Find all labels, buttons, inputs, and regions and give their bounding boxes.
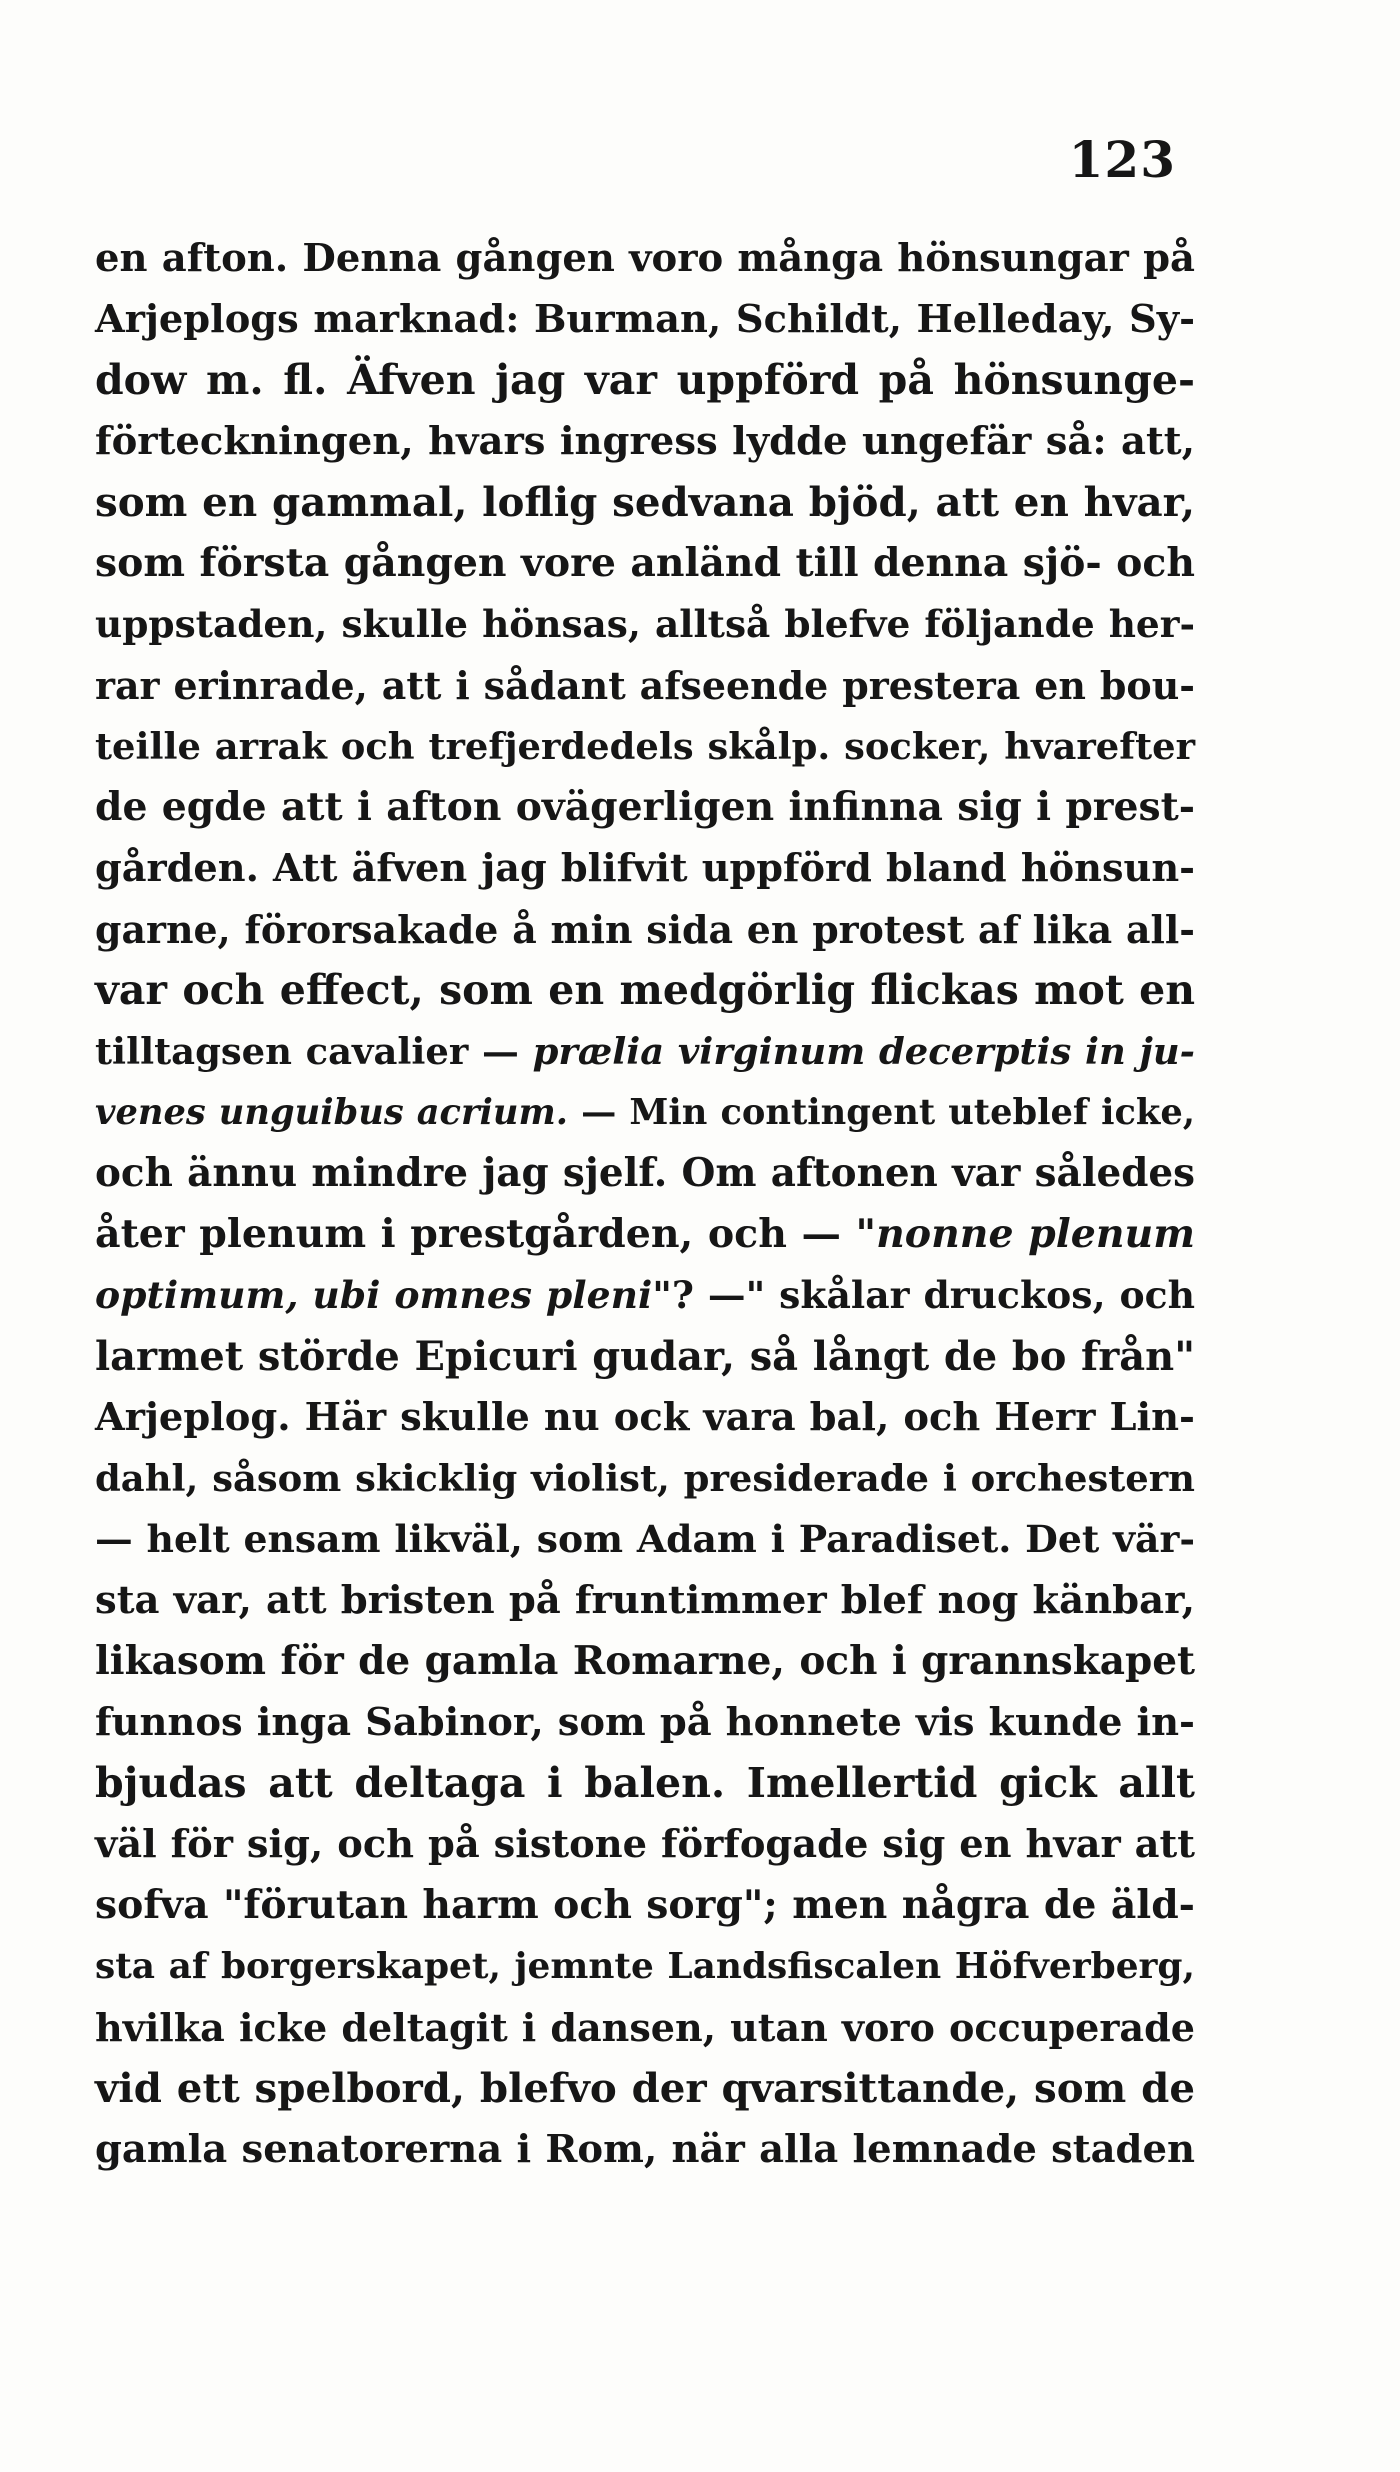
text-line [95,472,1195,533]
text-line [95,2058,1195,2119]
text-segment: rar erinrade, att i sådant afseende prestera en bou- [95,663,1195,708]
page-number: 123 [1068,130,1176,189]
text-line [95,655,1195,716]
text-line [95,1509,1195,1570]
text-segment: larmet störde Epicuri gudar, så långt de bo från" [95,1333,1195,1380]
text-segment: tilltagsen cavalier — [95,1029,533,1073]
text-line [95,1814,1195,1875]
text-segment: dow m. fl. Äfven jag var uppförd på hönsunge- [95,356,1195,404]
text-segment: dahl, såsom skicklig violist, presiderade i orchestern [95,1456,1195,1500]
text-line [95,1204,1195,1265]
text-segment: Arjeplog. Här skulle nu ock vara bal, och Herr Lin- [95,1395,1195,1440]
text-segment: som en gammal, loflig sedvana bjöd, att en hvar, [95,478,1195,526]
text-line [95,1631,1195,1692]
text-segment: en afton. Denna gången voro många hönsungar på [95,236,1195,281]
text-segment: — helt ensam likväl, som Adam i Paradiset. Det vär- [95,1517,1195,1561]
text-line [95,1021,1195,1082]
text-segment: förteckningen, hvars ingress lydde ungefär så: att, [95,419,1195,464]
text-segment: sofva "förutan harm och sorg"; men några de äld- [95,1882,1195,1928]
text-line [95,716,1195,777]
text-segment: väl för sig, och på sistone förfogade sig en hvar att [95,1822,1195,1867]
text-line [95,1997,1195,2058]
text-line [95,228,1195,289]
text-line [95,960,1195,1021]
text-segment: gamla senatorerna i Rom, när alla lemnade staden [95,2127,1195,2172]
text-segment: teille arrak och trefjerdedels skålp. socker, hvarefter [95,724,1195,768]
text-segment: gården. Att äfven jag blifvit uppförd bland hönsun- [95,846,1195,891]
text-line [95,1875,1195,1936]
text-line [95,1387,1195,1448]
text-line [95,899,1195,960]
text-segment: vid ett spelbord, blefvo der qvarsittande, som de [95,2064,1195,2112]
text-segment: "? —" skålar druckos, och [652,1273,1195,1317]
text-segment: som första gången vore anländ till denna sjö- och [95,540,1195,586]
italic-text-segment: prælia virginum decerptis in ju- [532,1029,1195,1073]
text-segment: sta af borgerskapet, jemnte Landsfiscalen Höfverberg, [95,1945,1195,1987]
text-segment: bjudas att deltaga i balen. Imellertid gick allt [95,1759,1195,1807]
text-line [95,350,1195,411]
body-text [95,228,1195,2180]
text-segment: var och effect, som en medgörlig flickas mot en [95,966,1195,1014]
text-line [95,838,1195,899]
text-line [95,777,1195,838]
text-line [95,533,1195,594]
italic-text-segment: venes unguibus acrium. [95,1092,569,1133]
text-line [95,1326,1195,1387]
text-line [95,1265,1195,1326]
text-line [95,289,1195,350]
text-segment: de egde att i afton ovägerligen infinna sig i prest- [95,784,1195,830]
text-line [95,1692,1195,1753]
text-segment: Arjeplogs marknad: Burman, Schildt, Helleday, Sy- [95,297,1195,342]
italic-text-segment: optimum, ubi omnes pleni [95,1273,653,1317]
text-line [95,1570,1195,1631]
text-line [95,594,1195,655]
text-segment: likasom för de gamla Romarne, och i grannskapet [95,1638,1195,1684]
text-segment: funnos inga Sabinor, som på honnete vis kunde in- [95,1700,1195,1745]
text-line [95,411,1195,472]
text-line [95,1448,1195,1509]
text-line [95,1082,1195,1143]
text-line [95,1936,1195,1997]
text-line [95,1143,1195,1204]
text-segment: garne, förorsakade å min sida en protest af lika all- [95,907,1195,952]
text-segment: uppstaden, skulle hönsas, alltså blefve följande her- [95,602,1195,646]
text-segment: — Min contingent uteblef icke, [568,1092,1196,1133]
text-segment: sta var, att bristen på fruntimmer blef nog känbar, [95,1578,1195,1623]
text-line [95,2119,1195,2180]
text-segment: och ännu mindre jag sjelf. Om aftonen var således [95,1150,1195,1196]
italic-text-segment: nonne plenum [876,1211,1195,1257]
text-line [95,1753,1195,1814]
text-segment: åter plenum i prestgården, och — " [95,1211,877,1257]
text-segment: hvilka icke deltagit i dansen, utan voro occuperade [95,2005,1195,2050]
